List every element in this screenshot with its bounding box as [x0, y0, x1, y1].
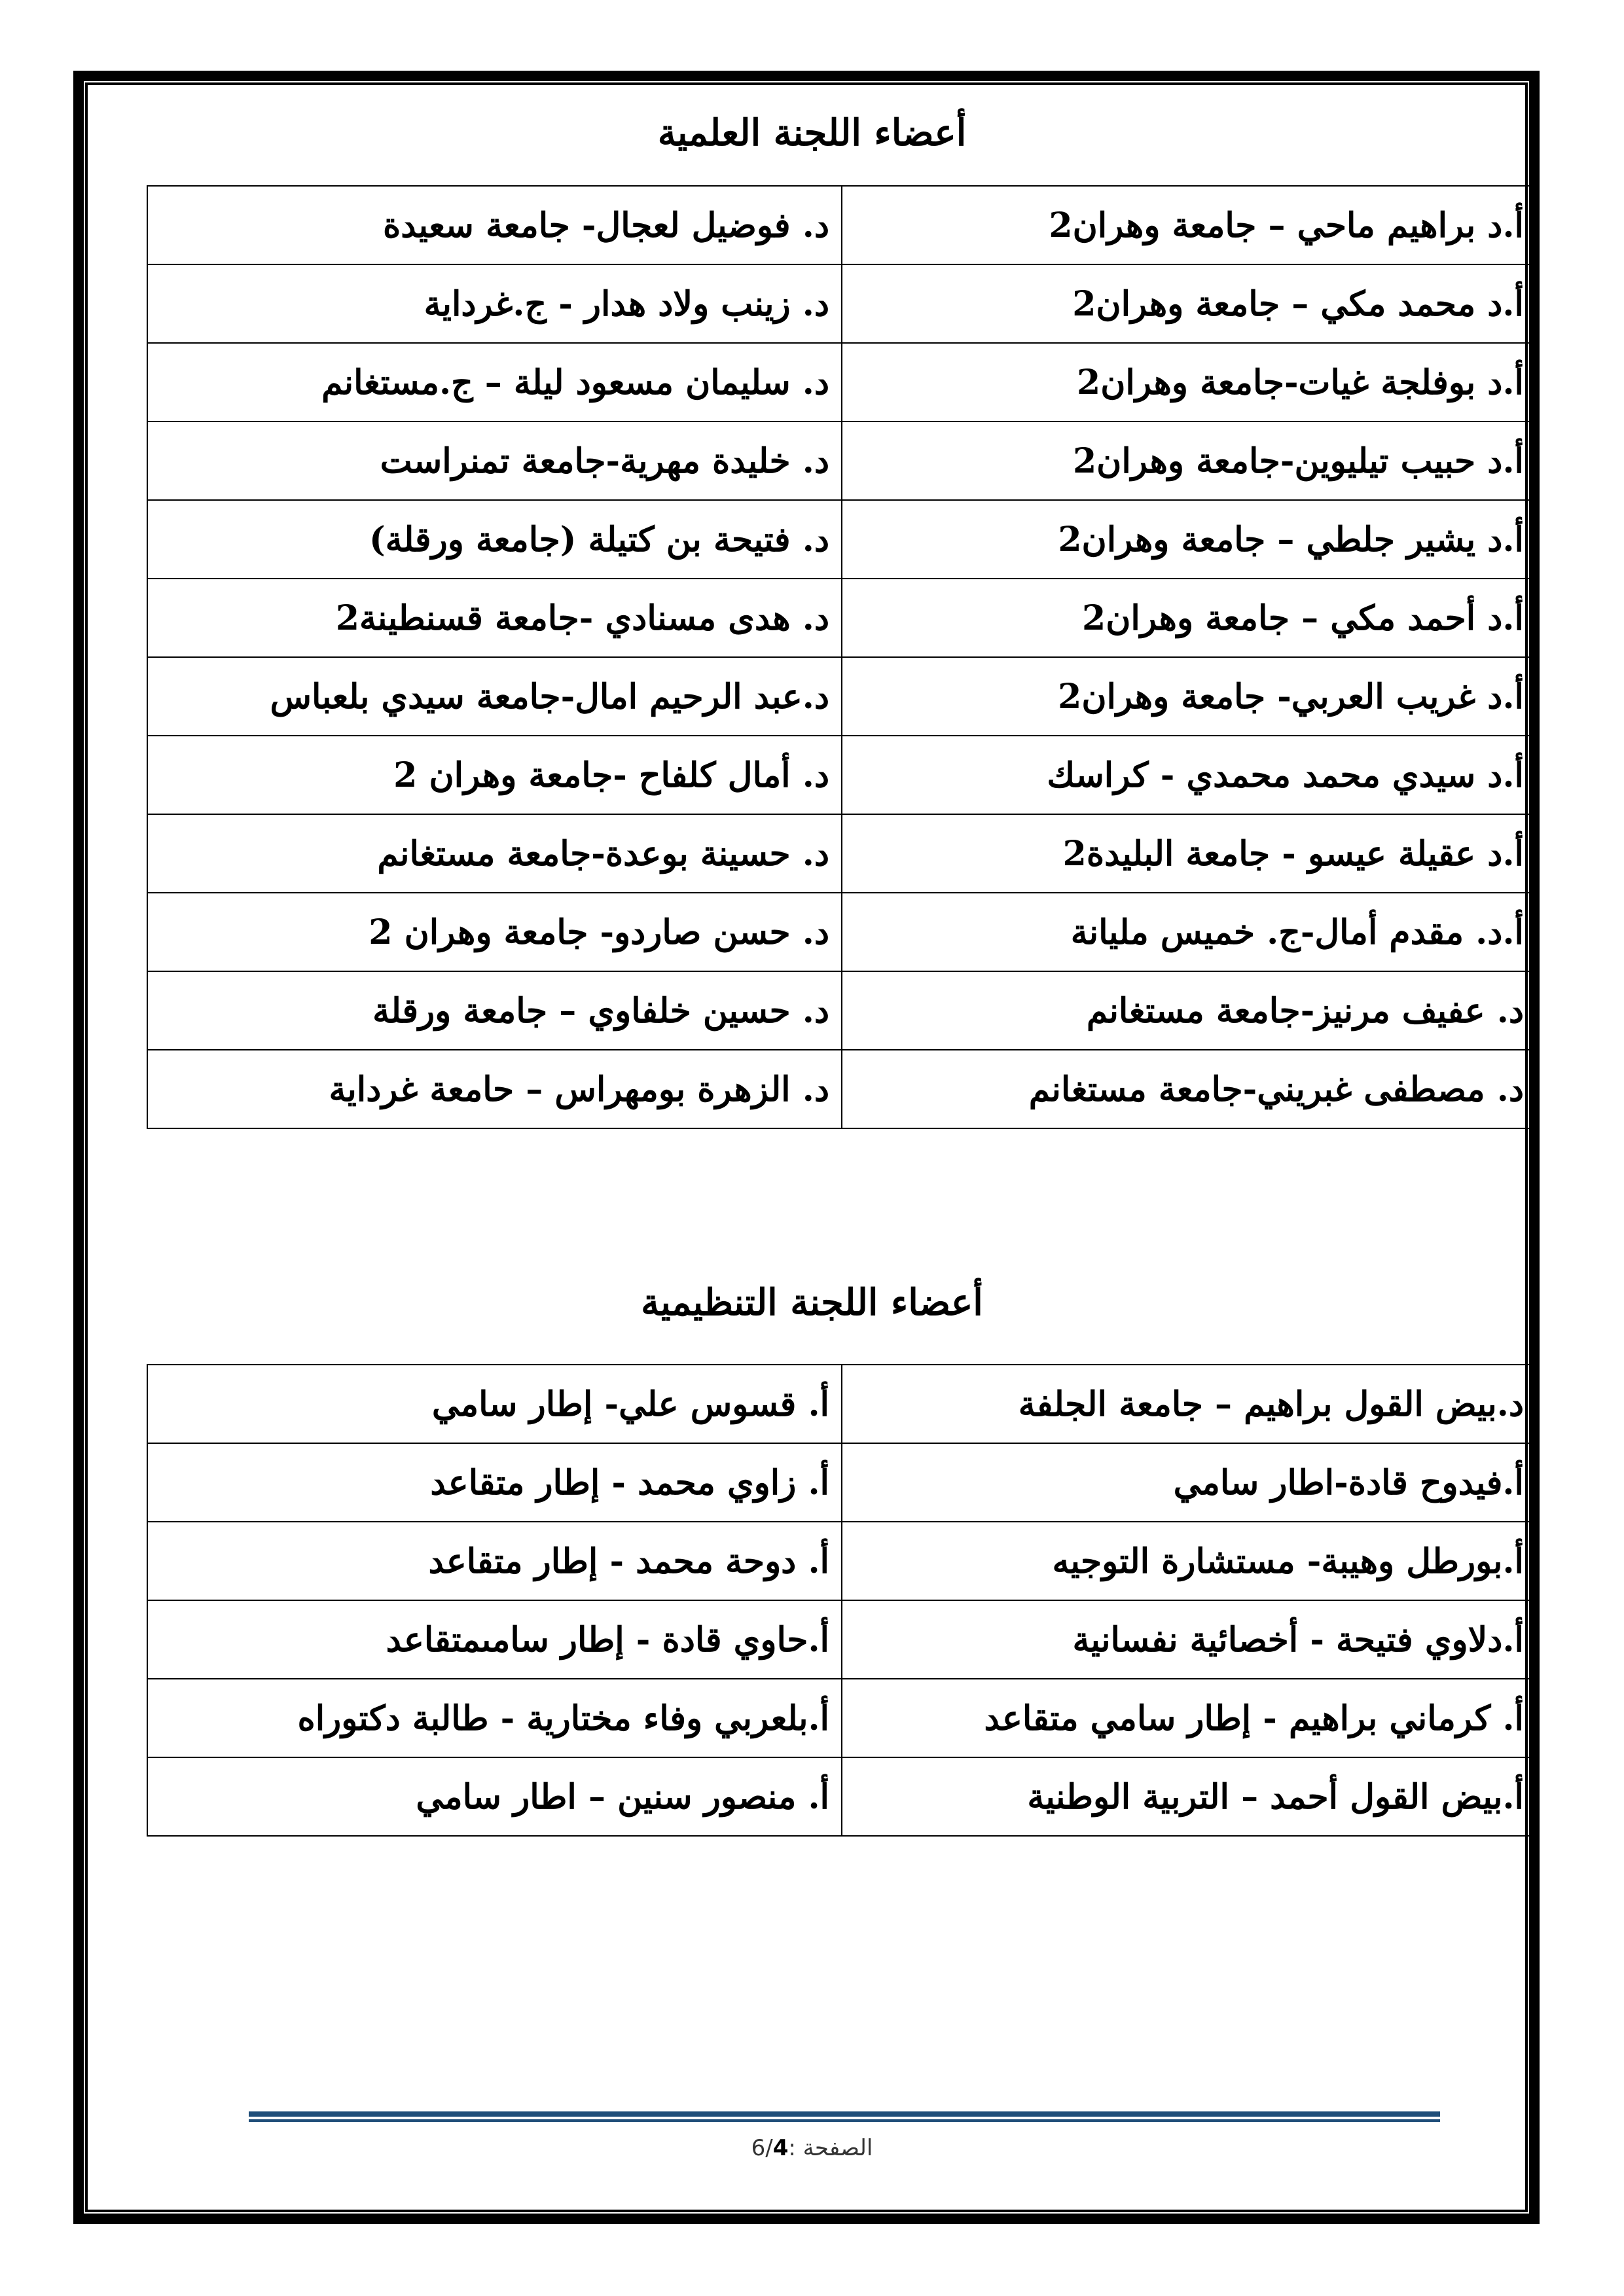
member-cell: د.عبد الرحيم امال-جامعة سيدي بلعباس [147, 657, 842, 736]
member-cell: أ.فيدوح قادة-اطار سامي [842, 1443, 1536, 1522]
member-cell: أ.د سيدي محمد محمدي - كراسك [842, 736, 1536, 814]
table-row [147, 1443, 1536, 1522]
member-cell: د. فتيحة بن كتيلة (جامعة ورقلة) [147, 500, 842, 579]
member-cell: د. الزهرة بومهراس – حامعة غرداية [147, 1050, 842, 1128]
member-cell: أ. كرماني براهيم - إطار سامي متقاعد [842, 1679, 1536, 1757]
page-separator: / [765, 2135, 773, 2161]
page-number [0, 2135, 1624, 2161]
member-cell: د. فوضيل لعجال- جامعة سعيدة [147, 186, 842, 264]
member-cell: أ. قسوس علي- إطار سامي [147, 1365, 842, 1443]
footer-rule [249, 2111, 1440, 2117]
table-row [147, 1522, 1536, 1600]
member-cell: د.بيض القول براهيم – جامعة الجلفة [842, 1365, 1536, 1443]
member-cell: أ.د أحمد مكي – جامعة وهران2 [842, 579, 1536, 657]
member-cell: أ.بورطل وهيبة- مستشارة التوجيه [842, 1522, 1536, 1600]
member-cell: أ.د براهيم ماحي – جامعة وهران2 [842, 186, 1536, 264]
member-cell: أ.د محمد مكي – جامعة وهران2 [842, 264, 1536, 343]
member-cell: د. حسن صاردو- جامعة وهران 2 [147, 893, 842, 971]
table-row [147, 1600, 1536, 1679]
table-row [147, 893, 1536, 971]
member-cell: د. حسينة بوعدة-جامعة مستغانم [147, 814, 842, 893]
member-cell: أ. منصور سنين – اطار سامي [147, 1757, 842, 1836]
member-cell: د. مصطفى غبريني-جامعة مستغانم [842, 1050, 1536, 1128]
page-label: الصفحة : [788, 2135, 873, 2161]
member-cell: أ.د غريب العربي- جامعة وهران2 [842, 657, 1536, 736]
member-cell: د. حسين خلفاوي – جامعة ورقلة [147, 971, 842, 1050]
member-cell: د. زينب ولاد هدار - ج.غرداية [147, 264, 842, 343]
table-row [147, 579, 1536, 657]
organizing-committee-table [147, 1364, 1537, 1837]
page-current: 4 [772, 2135, 789, 2161]
table-row [147, 736, 1536, 814]
page-total: 6 [751, 2135, 766, 2161]
organizing-committee-title: أعضاء اللجنة التنظيمية [641, 1281, 983, 1324]
member-cell: أ.د حبيب تيليوين-جامعة وهران2 [842, 422, 1536, 500]
member-cell: أ.بلعربي وفاء مختارية - طالبة دكتوراه [147, 1679, 842, 1757]
table-row [147, 1365, 1536, 1443]
table-row [147, 1679, 1536, 1757]
table-row [147, 657, 1536, 736]
member-cell: د. هدى مسنادي -جامعة قسنطينة2 [147, 579, 842, 657]
member-cell: د. سليمان مسعود ليلة – ج.مستغانم [147, 343, 842, 422]
table-row [147, 1757, 1536, 1836]
scientific-committee-title: أعضاء اللجنة العلمية [657, 111, 967, 154]
member-cell: أ. دوحة محمد - إطار متقاعد [147, 1522, 842, 1600]
member-cell: أ.حاوي قادة - إطار سامىمتقاعد [147, 1600, 842, 1679]
member-cell: أ.دلاوي فتيحة - أخصائية نفسانية [842, 1600, 1536, 1679]
member-cell: د. أمال كلفاح -جامعة وهران 2 [147, 736, 842, 814]
table-row [147, 1050, 1536, 1128]
scientific-committee-table [147, 185, 1537, 1129]
member-cell: أ.د بوفلجة غيات-جامعة وهران2 [842, 343, 1536, 422]
table-row [147, 264, 1536, 343]
member-cell: أ. زاوي محمد - إطار متقاعد [147, 1443, 842, 1522]
member-cell: د. خليدة مهرية-جامعة تمنراست [147, 422, 842, 500]
table-row [147, 500, 1536, 579]
table-row [147, 422, 1536, 500]
table-row [147, 343, 1536, 422]
member-cell: د. عفيف مرنيز-جامعة مستغانم [842, 971, 1536, 1050]
table-row [147, 971, 1536, 1050]
footer-rule-thin [249, 2119, 1440, 2122]
table-row [147, 814, 1536, 893]
member-cell: أ.د. مقدم أمال-ج. خميس مليانة [842, 893, 1536, 971]
member-cell: أ.د يشير جلطي – جامعة وهران2 [842, 500, 1536, 579]
member-cell: أ.د عقيلة عيسو - جامعة البليدة2 [842, 814, 1536, 893]
table-row [147, 186, 1536, 264]
member-cell: أ.بيض القول أحمد – التربية الوطنية [842, 1757, 1536, 1836]
